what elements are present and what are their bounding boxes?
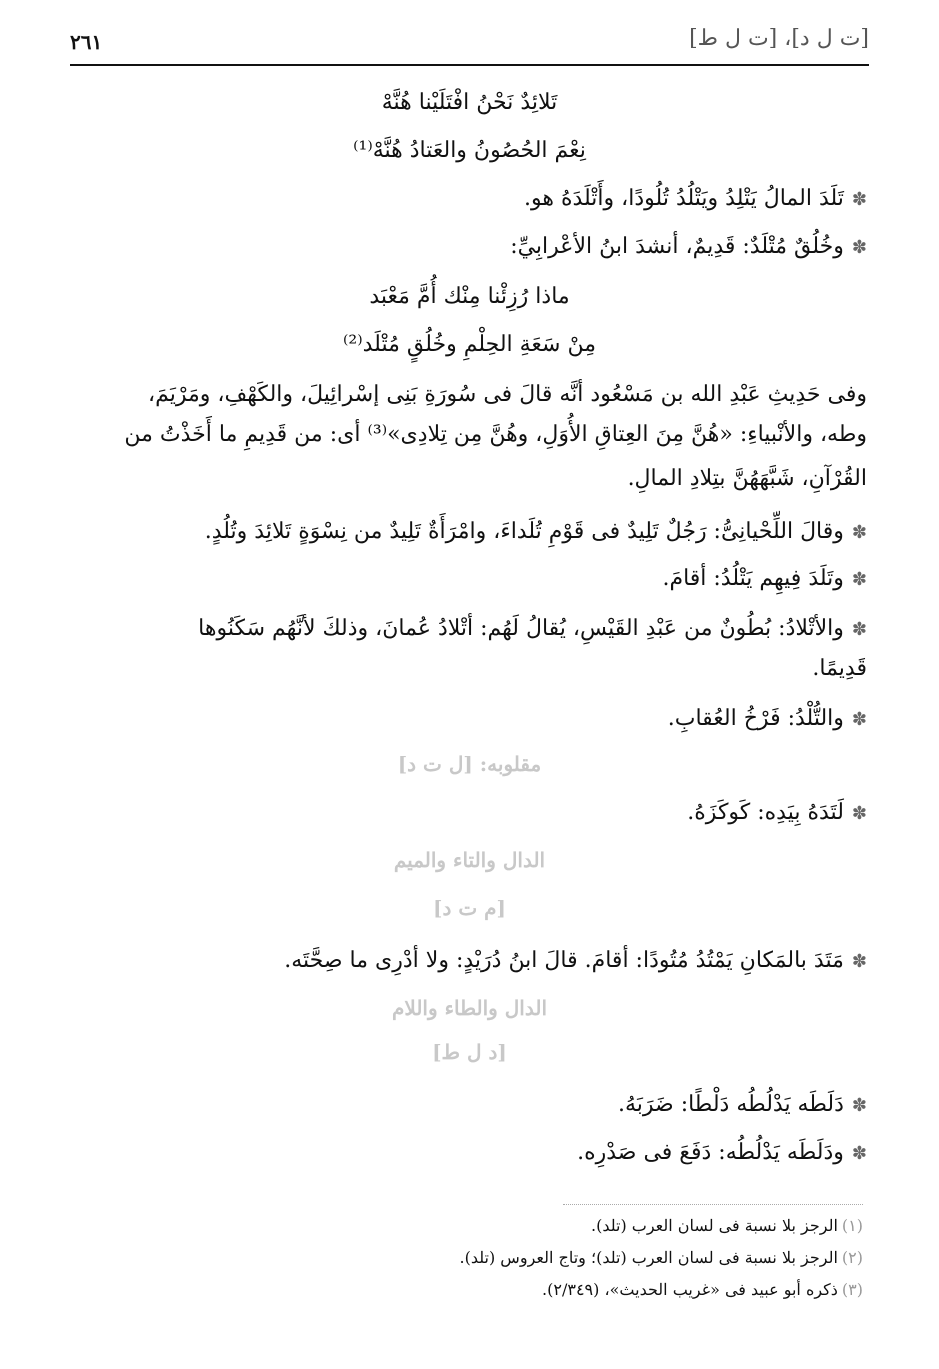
star-icon: ✽ xyxy=(851,522,867,543)
paragraph-line: القُرْآنِ، شَبَّهَهُنَّ بتِلادِ المالِ. xyxy=(627,466,867,491)
star-icon: ✽ xyxy=(851,951,867,972)
footnote xyxy=(300,1212,863,1240)
footnote-mark: (١) xyxy=(841,1216,863,1235)
entry-text: وخُلُقٌ مُتْلَدٌ: قَدِيمٌ، أنشدَ ابنُ الأعْرابِيِّ: xyxy=(510,234,844,259)
entry-line xyxy=(80,1136,867,1171)
entry-line xyxy=(80,702,867,737)
star-icon: ✽ xyxy=(851,619,867,640)
entry-text: مَتَدَ بالمَكانِ يَمْتُدُ مُتُودًا: أقامَ. قالَ ابنُ دُرَيْدٍ: ولا أدْرِى ما صِحَّتَه. xyxy=(284,948,844,973)
entry-line xyxy=(80,230,867,265)
star-icon: ✽ xyxy=(851,569,867,590)
section-heading: الدال والتاء والميم xyxy=(393,848,546,872)
footnote xyxy=(300,1244,863,1272)
star-icon: ✽ xyxy=(851,803,867,824)
paragraph-line: قَدِيمًا. xyxy=(812,656,867,681)
paragraph-line: وطه، والأنْبياءِ: «هُنَّ مِنَ العِتاقِ الأُوَلِ، وهُنَّ مِن تِلادِى»⁽³⁾ أى: من قَدِيمِ ما أَخَذْتُ من xyxy=(124,422,867,447)
entry-text: والتُّلْدُ: فَرْخُ العُقابِ. xyxy=(667,706,844,731)
entry-line xyxy=(80,515,867,550)
star-icon: ✽ xyxy=(851,237,867,258)
footnote-mark: (٣) xyxy=(841,1280,863,1299)
entry-text: دَلَطَه يَدْلُطُه دَلْطًا: ضَرَبَهُ. xyxy=(617,1092,844,1117)
entry-line xyxy=(80,944,867,979)
entry-line xyxy=(80,1088,867,1123)
entry-line xyxy=(80,612,867,647)
footnote-text: ذكره أبو عبيد فى «غريب الحديث»، (٢/٣٤٩). xyxy=(542,1280,838,1299)
entry-line xyxy=(80,562,867,597)
verse-line: مِنْ سَعَةِ الحِلْمِ وخُلُقٍ مُتْلَد⁽²⁾ xyxy=(342,332,597,357)
footnote-mark: (٢) xyxy=(841,1248,863,1267)
section-heading: [م ت د] xyxy=(433,896,506,920)
footnote xyxy=(300,1276,863,1304)
verse-line: ماذا رُزِئْنا مِنْك أُمَّ مَعْبَد xyxy=(369,284,570,309)
page-header xyxy=(70,22,869,66)
entry-text: ودَلَطَه يَدْلُطُه: دَفَعَ فى صَدْرِه. xyxy=(577,1140,844,1165)
entry-line xyxy=(80,182,867,217)
section-heading: الدال والطاء واللام xyxy=(392,996,547,1020)
section-heading: [د ل ط] xyxy=(432,1040,507,1064)
paragraph-line: وفى حَدِيثِ عَبْدِ الله بن مَسْعُود أنَّه قالَ فى سُورَةِ بَنِى إسْرائِيلَ، والكَهْفِ، ومَرْيَمَ، xyxy=(148,382,867,407)
entry-line xyxy=(80,796,867,831)
footnote-divider xyxy=(563,1204,863,1205)
footnote-text: الرجز بلا نسبة فى لسان العرب (تلد). xyxy=(590,1216,838,1235)
star-icon: ✽ xyxy=(851,709,867,730)
verse-line: تَلائِدٌ نَحْنُ افْتَلَيْنا هُنَّهْ xyxy=(381,90,558,115)
entry-text: وقالَ اللِّحْيانِىُّ: رَجُلٌ تَلِيدٌ فى قَوْمِ تُلَداءَ، وامْرَأَةٌ تَلِيدٌ من نِسْوَةٍ تَلائِدَ وتُلُدٍ. xyxy=(204,519,844,544)
entry-text: وتَلَدَ فِيهِم يَتْلُدُ: أقامَ. xyxy=(662,566,844,591)
entry-text: والأتْلادُ: بُطُونٌ من عَبْدِ القَيْسِ، يُقالُ لَهُم: أتْلادُ عُمانَ، وذلكَ لأنَّهُم سَكَنُوها xyxy=(198,616,844,641)
verse-line: نِعْمَ الحُصُونُ والعَتادُ هُنَّهْ⁽¹⁾ xyxy=(353,138,586,163)
star-icon: ✽ xyxy=(851,189,867,210)
footnote-text: الرجز بلا نسبة فى لسان العرب (تلد)؛ وتاج العروس (تلد). xyxy=(459,1248,838,1267)
star-icon: ✽ xyxy=(851,1095,867,1116)
entry-text: لَتَدَهُ بِيَدِه: كَوكَزَهُ. xyxy=(687,800,844,825)
section-heading: مقلوبه: [ل ت د] xyxy=(397,752,542,776)
running-head: [ت ل د]، [ت ل ط] xyxy=(689,26,869,51)
entry-text: تَلَدَ المالُ يَتْلِدُ ويَتْلُدُ تُلُودًا، وأَتْلَدَهُ هو. xyxy=(524,186,844,211)
star-icon: ✽ xyxy=(851,1143,867,1164)
page-number: ٢٦١ xyxy=(70,30,103,54)
